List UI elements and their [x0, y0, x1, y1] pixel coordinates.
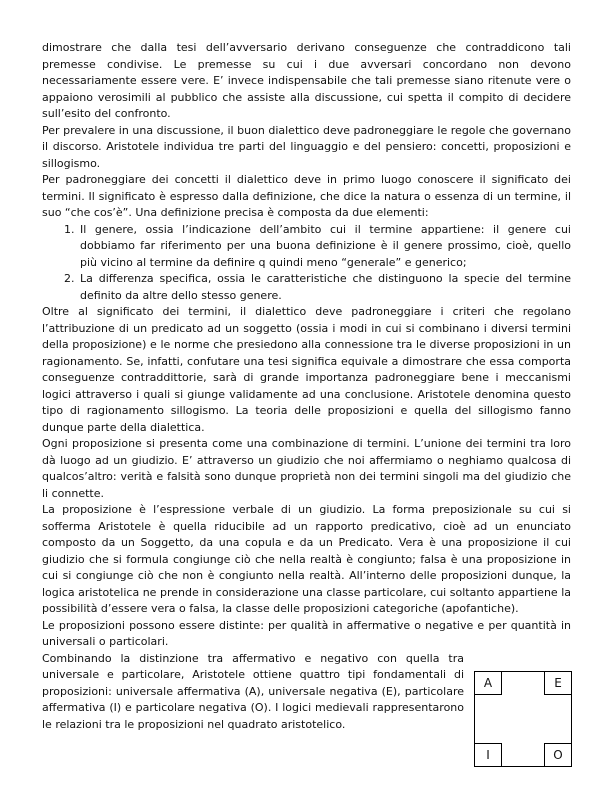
- paragraph: Per prevalere in una discussione, il buon dialettico deve padroneggiare le regole che governano il discorso. Aristotele individua tre parti del linguaggio e del pensiero: concetti, proposizioni e sillogismo.: [42, 123, 571, 170]
- list-item: 2. La differenza specifica, ossia le caratteristiche che distinguono la specie del termine definito da altre dello stesso genere.: [78, 271, 571, 304]
- aristotelian-square-diagram: [474, 671, 572, 767]
- paragraph: Oltre al significato dei termini, il dialettico deve padroneggiare i criteri che regolano l’attribuzione di un predicato ad un soggetto (ossia i modi in cui si combinano i diversi termini della proposizione) e le norme che presiedono alla connessione tra le diverse proposizioni in un ragionamento. Se, infatti, confutare una tesi significa equivale a dimostrare che essa comporta conseguenze contraddittorie, sarà di grande importanza padroneggiare bene i meccanismi logici attraverso i quali si giunge validamente ad una conclusione. Aristotele denomina questo tipo di ragionamento sillogismo. La teoria delle proposizioni e quella del sillogismo fanno dunque parte della dialettica.: [42, 305, 571, 434]
- definition-elements-list: [42, 222, 571, 305]
- closing-section: [42, 651, 571, 762]
- square-corner-e: E: [544, 672, 571, 695]
- square-corner-o: O: [544, 743, 571, 766]
- paragraph: La proposizione è l’espressione verbale di un giudizio. La forma preposizionale su cui si sofferma Aristotele è quella riducibile ad un rapporto predicativo, cioè ad un enunciato composto da un Soggetto, da una copula e da un Predicato. Vera è una proposizione il cui giudizio che si formula congiunge ciò che nella realtà è congiunto; falsa è una proposizione in cui si congiunge ciò che non è congiunto nella realtà. All’interno delle proposizioni dunque, la logica aristotelica ne prende in considerazione una classe particolare, cui soltanto appartiene la possibilità d’essere vera o falsa, la classe delle proposizioni categoriche (apofantiche).: [42, 503, 571, 615]
- paragraph: Combinando la distinzione tra affermativo e negativo con quella tra universale e particolare, Aristotele ottiene quattro tipi fondamentali di proposizioni: universale affermativa (A), universale negativa (E), particolare affermativa (I) e particolare negativa (O). I logici medievali rappresentarono le relazioni tra le proposizioni nel quadrato aristotelico.: [42, 651, 464, 731]
- list-item: 1. Il genere, ossia l’indicazione dell’ambito cui il termine appartiene: il genere cui dobbiamo far riferimento per una buona definizione è il genere prossimo, cioè, quello più vicino al termine da definire q quindi meno “generale” e generico;: [78, 222, 571, 272]
- square-corner-i: I: [475, 743, 502, 766]
- paragraph: dimostrare che dalla tesi dell’avversario derivano conseguenze che contraddicono tali premesse condivise. Le premesse su cui i due avversari concordano non devono necessariamente essere vere. E’ invece indispensabile che tali premesse siano ritenute vere o appaiono verosimili al pubblico che assiste alla discussione, cui spetta il compito di decidere sull’esito del confronto.: [42, 41, 571, 120]
- paragraph: Per padroneggiare dei concetti il dialettico deve in primo luogo conoscere il significato dei termini. Il significato è espresso dalla definizione, che dice la natura o essenza di un termine, il suo “che cos’è”. Una definizione precisa è composta da due elementi:: [42, 173, 571, 219]
- paragraph: Ogni proposizione si presenta come una combinazione di termini. L’unione dei termini tra loro dà luogo ad un giudizio. E’ attraverso un giudizio che noi affermiamo o neghiamo qualcosa di qualcos’altro: verità e falsità sono dunque proprietà non dei termini singoli ma del giudizio che li connette.: [42, 437, 571, 500]
- square-corner-a: A: [475, 672, 502, 695]
- paragraph: Le proposizioni possono essere distinte: per qualità in affermative o negative e per quantità in universali o particolari.: [42, 618, 571, 648]
- document-page: [42, 40, 571, 762]
